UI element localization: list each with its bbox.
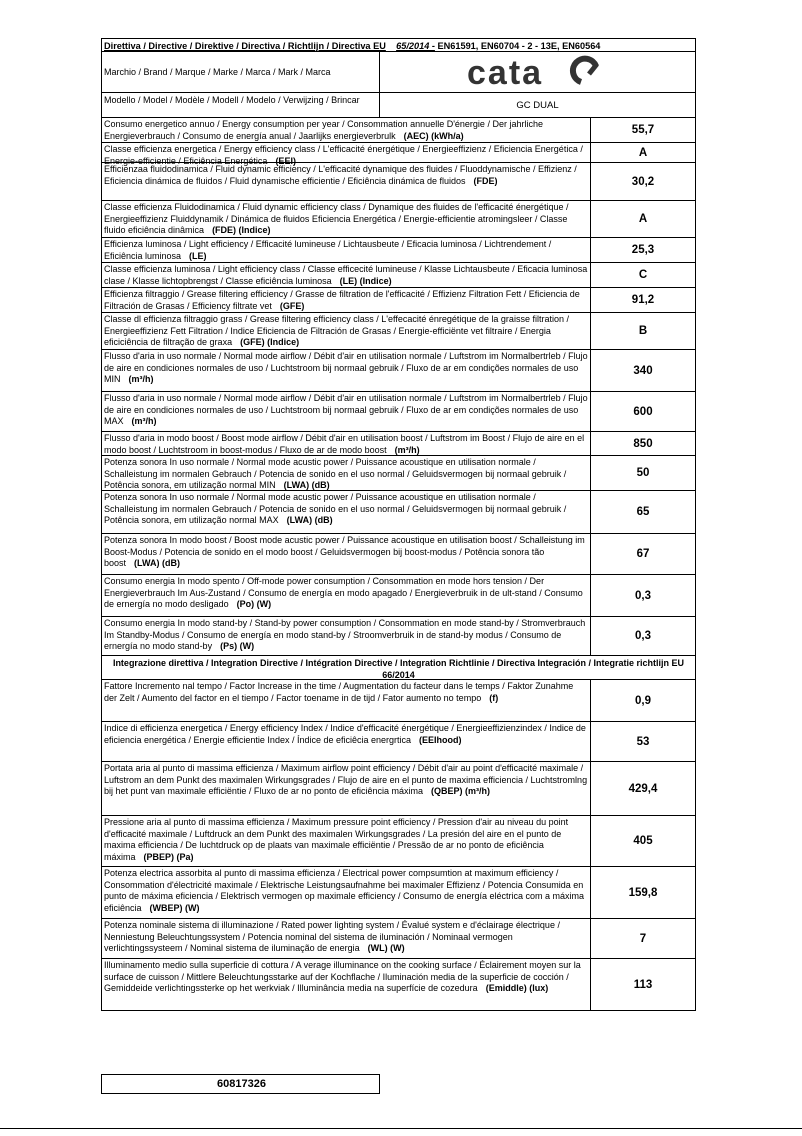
spec-unit: (EEI) bbox=[275, 155, 296, 166]
spec-label-text: Potenza nominale sistema di illuminazione / Rated power lighting system / Évalué system e d'éclairage électrique / Nenniestung Beleuchtungssystem / Potencia nominal del sistema de iluminación / Nominaal vermogen verlichtingssysteem / Nominal sistema de iluminação de energia bbox=[104, 920, 560, 954]
spec-label-text: Classe efficienza Fluidodinamica / Fluid dynamic efficiency class / Dynamique des fluides de l'efficacité énergétique / Energieeffizienz Fluiddynamik / Dinámica de fluidos Eficiencia Energética / Energie-efficientie atromingsleer / Classe fluido eficiência dinâmica bbox=[104, 202, 569, 236]
spec-label bbox=[102, 288, 591, 312]
brand-row bbox=[101, 52, 696, 93]
spec-row bbox=[101, 816, 696, 867]
spec-label bbox=[102, 118, 591, 142]
spec-unit: (Emiddle) (lux) bbox=[485, 983, 549, 994]
spec-value: 30,2 bbox=[631, 175, 655, 188]
brand-label: Marchio / Brand / Marque / Marke / Marca / Mark / Marca bbox=[102, 52, 380, 92]
spec-label bbox=[102, 534, 591, 574]
spec-value: 91,2 bbox=[631, 294, 655, 306]
spec-row bbox=[101, 201, 696, 238]
spec-value: 25,3 bbox=[631, 244, 655, 256]
spec-label-text: Efficienzaa fluidodinamica / Fluid dynamic efficiency / L'efficacité dynamique des fluides / Fluoddynamische / Effizienz / Eficiencia dinámica de fluidos / Fluid dynamische efficientie / Eficiência dinámica de fluidos bbox=[104, 164, 577, 186]
spec-unit: (f) bbox=[489, 692, 499, 703]
spec-label bbox=[102, 722, 591, 761]
spec-label-text: Consumo energia In modo stand-by / Stand-by power consumption / Consommation en mode stand-by / Stromverbrauch Im Standby-Modus / Consumo de energía en modo stand-by / Stroomverbruik in de stand-by modus / Consumo de ernergía no modo stand-by bbox=[104, 618, 586, 652]
spec-rows bbox=[101, 118, 696, 656]
spec-row bbox=[101, 350, 696, 392]
section-title: Integrazione direttiva / Integration Directive / Intégration Directive / Integration Richtlinie / Directiva Integración / Integratie richtlijn EU 66/2014 bbox=[112, 658, 685, 680]
spec-label bbox=[102, 201, 591, 237]
spec-unit: (m³/h) bbox=[128, 374, 154, 385]
spec-value: 7 bbox=[639, 932, 647, 945]
spec-label-text: Portata aria al punto di massima efficienza / Maximum airflow point efficiency / Débit d'air au point d'efficacité maximale / Luftstrom an dem Punkt des maximalen Wirkungsgrades / Flujo de aire en el punto de maxima efficiencia / Luchtstromlng bij het punt van maximale efficiëntie / Fluxo de ar no ponto de eficiência máxima bbox=[104, 763, 588, 797]
spec-row bbox=[101, 432, 696, 456]
spec-row bbox=[101, 143, 696, 166]
spec-label-text: Potenza electrica assorbita al punto di massima efficienza / Electrical power compsumtion at maximum efficiency / Consommation d'électricité maximale / Elektrische Leistungsaufnahme bei maximaler Effizienz / Potencia Consumida en punto de máxima eficiencia / Elektrisch vermogen op maximale efficiency / Consumo de energía eléctrica com a máxima eficiência bbox=[104, 868, 585, 913]
spec-label-text: Consumo energetico annuo / Energy consumption per year / Consommation annuelle D'énergie / Der jahrliche Energieverbrauch / Consumo de energía anual / Jaarlijks energieverbrulk bbox=[104, 119, 543, 141]
spec-value: 67 bbox=[636, 548, 650, 560]
spec-label bbox=[102, 350, 591, 391]
spec-label bbox=[102, 456, 591, 490]
spec-label bbox=[102, 816, 591, 866]
spec-label-text: Fattore Incremento nal tempo / Factor Increase in the time / Augmentation du facteur dans le temps / Faktor Zunahme der Zelt / Aumento del factor en el tiempo / Factor toename in de tijd / Fator aumento no tempo bbox=[104, 681, 574, 703]
spec-label-text: Flusso d'aria in uso normale / Normal mode airflow / Débit d'air en utilisation normale / Luftstrom im Normalbertrleb / Flujo de aire en condiciones normales de uso / Luchtstroom bij normaal gebruik / Fluxo de ar em condições normales de uso MAX bbox=[104, 393, 588, 427]
product-code: 60817326 bbox=[101, 1074, 380, 1094]
brand-logo-text: cata bbox=[466, 54, 543, 90]
model-row bbox=[101, 93, 696, 118]
spec-label bbox=[102, 143, 591, 166]
spec-value: 50 bbox=[636, 467, 650, 479]
spec-label bbox=[102, 163, 591, 200]
spec-label bbox=[102, 491, 591, 533]
directive-year: 65/2014 - bbox=[396, 41, 435, 51]
spec-row bbox=[101, 456, 696, 491]
spec-unit: (WL) (W) bbox=[367, 943, 405, 954]
spec-value: 65 bbox=[636, 506, 650, 518]
spec-value: 340 bbox=[633, 364, 653, 377]
spec-row bbox=[101, 491, 696, 534]
spec-label bbox=[102, 919, 591, 958]
spec-row bbox=[101, 288, 696, 313]
spec-row bbox=[101, 762, 696, 816]
spec-value: 53 bbox=[636, 735, 650, 748]
spec-label-text: Flusso d'aria in uso normale / Normal mode airflow / Débit d'air en utilisation normale / Luftstrom im Normalbertrleb / Flujo de aire en condiciones normales de uso / Luchtstroom bij normaal gebruik / Fluxo de ar em condições normales de uso MIN bbox=[104, 351, 588, 385]
spec-label bbox=[102, 762, 591, 815]
spec-unit: (LE) (Indice) bbox=[339, 275, 392, 286]
spec-unit: (GFE) bbox=[279, 300, 305, 311]
spec-unit: (WBEP) (W) bbox=[149, 902, 200, 913]
spec-row bbox=[101, 722, 696, 762]
directive-label: Direttiva / Directive / Direktive / Directiva / Richtlijn / Directiva EU bbox=[104, 41, 386, 51]
spec-value: 159,8 bbox=[628, 886, 658, 899]
spec-unit: (Ps) (W) bbox=[220, 641, 255, 652]
standards-list: EN61591, EN60704 - 2 - 13E, EN60564 bbox=[437, 41, 601, 51]
spec-label bbox=[102, 617, 591, 655]
spec-value: A bbox=[638, 213, 648, 225]
spec-label-text: Consumo energia In modo spento / Off-mode power consumption / Consommation en mode hors tension / Der Energieverbrauch Im Aus-Zustand / Consumo de energía en modo apagado / Energieverbruik in de ult-stand / Consumo de ernergía no modo desligado bbox=[104, 576, 583, 610]
spec-value: B bbox=[638, 325, 648, 337]
spec-unit: (LWA) (dB) bbox=[283, 480, 330, 491]
model-label: Modello / Model / Modèle / Modell / Modelo / Verwijzing / Brincar bbox=[102, 93, 380, 117]
spec-row bbox=[101, 680, 696, 722]
spec-row bbox=[101, 959, 696, 1011]
model-value: GC DUAL bbox=[516, 99, 559, 111]
spec-row bbox=[101, 263, 696, 288]
spec-value: 113 bbox=[633, 978, 653, 991]
spec-unit: (PBEP) (Pa) bbox=[143, 851, 194, 862]
spec-value: 429,4 bbox=[628, 782, 658, 795]
spec-value: 850 bbox=[633, 437, 653, 450]
spec-row bbox=[101, 392, 696, 432]
page-bottom-rule bbox=[0, 1128, 802, 1129]
spec-label bbox=[102, 575, 591, 616]
spec-value: 0,3 bbox=[635, 630, 651, 642]
integration-rows bbox=[101, 680, 696, 1011]
section-title-row bbox=[101, 656, 696, 680]
spec-value: 0,3 bbox=[635, 589, 651, 602]
spec-row bbox=[101, 575, 696, 617]
spec-unit: (FDE) bbox=[473, 175, 498, 186]
spec-row bbox=[101, 919, 696, 959]
spec-unit: (QBEP) (m³/h) bbox=[431, 786, 491, 797]
spec-label bbox=[102, 313, 591, 349]
spec-unit: (EEIhood) bbox=[419, 734, 462, 745]
spec-label-text: Flusso d'aria in modo boost / Boost mode airflow / Débit d'air en utilisation boost / Luftstrom im Boost / Flujo de aire en el modo boost / Luchtstroom in boost-modus / Fluxo de ar de modo boost bbox=[104, 433, 585, 455]
spec-label-text: Classe efficienza luminosa / Light efficiency class / Classe efficecité lumineuse / Klasse Lichtausbeute / Eficacia luminosa clase / Klasse lichtopbrengst / Classe eficiência luminosa bbox=[104, 264, 588, 286]
spec-label-text: Potenza sonora In modo boost / Boost mode acustic power / Puissance acoustique en utilisation boost / Schalleistung im Boost-Modus / Potencia de sonido en el modo boost / Geluidsvermogen bij boost-modus / Potência sonora tão boost bbox=[104, 535, 585, 569]
spec-label bbox=[102, 432, 591, 455]
spec-value: 0,9 bbox=[635, 694, 651, 707]
spec-label bbox=[102, 238, 591, 262]
spec-unit: (m³/h) bbox=[394, 444, 420, 455]
spec-label bbox=[102, 959, 591, 1010]
spec-label-text: Potenza sonora In uso normale / Normal mode acustic power / Puissance acoustique en utilisation normale / Schalleistung im normalen Gebrauch / Potencia de sonido en el uso normal / Geluidsvermogen bij normaal gebruik / Potência sonora, em utilização normal MAX bbox=[104, 492, 567, 526]
spec-value: 55,7 bbox=[631, 124, 655, 136]
spec-unit: (Po) (W) bbox=[236, 599, 272, 610]
spec-row bbox=[101, 238, 696, 263]
spec-row bbox=[101, 313, 696, 350]
spec-row bbox=[101, 617, 696, 656]
spec-row bbox=[101, 867, 696, 919]
directive-header-row bbox=[101, 38, 696, 52]
spec-label bbox=[102, 867, 591, 918]
spec-row bbox=[101, 534, 696, 575]
spec-value: 600 bbox=[633, 405, 653, 418]
spec-row bbox=[101, 163, 696, 201]
spec-label-text: Classe dl efficienza filtraggio grass / Grease filtering efficiency class / L'effecacité énregétique de la graisse filtration / Energieeffizienz Fett Filtration / Indice Eficiencia de Filtración de Grasas / Energie-efficiënte vet filtraire / Energia eficiciência de filtração de graxa bbox=[104, 314, 569, 348]
spec-unit: (LWA) (dB) bbox=[134, 558, 181, 569]
spec-label-text: Pressione aria al punto di massima efficienza / Maximum pressure point efficiency / Pression d'air au niveau du point d'efficacité maximale / Luftdruck an dem Punkt des maximalen Wirkungsgrades / La presión del aire en el punto de maxima efficiencia / De luchtdruck op de plaats van maximale efficiëntie / Pressão de ar no ponto de eficiência máxima bbox=[104, 817, 569, 862]
spec-label-text: Illuminamento medio sulla superficie di cottura / A verage illuminance on the cooking surface / Éclairement moyen sur la surface de cuisson / Mittlere Beleuchtungsstarke auf der Kochflache / Iluminación media de la superficie de cocción / Gemiddeide verlichtingssterke op het werkviak / Illuminância media na superfície de cozedura bbox=[104, 960, 581, 994]
spec-unit: (LE) bbox=[189, 250, 207, 261]
spec-value: 405 bbox=[633, 835, 653, 847]
spec-value: A bbox=[638, 146, 648, 159]
spec-value: C bbox=[638, 269, 648, 281]
spec-label-text: Indice di efficienza energetica / Energy efficiency Index / Indice d'efficacité énergétique / Energieeffizienzindex / Indice de eficiencia energética / Energie efficientie Index / Índice de eficiêcia energrtica bbox=[104, 723, 586, 745]
spec-unit: (GFE) (Indice) bbox=[240, 337, 300, 348]
spec-unit: (LWA) (dB) bbox=[286, 515, 333, 526]
spec-label-text: Potenza sonora In uso normale / Normal mode acustic power / Puissance acoustique en utilisation normale / Schalleistung im normalen Gebrauch / Potencia de sonido en el uso normal / Geluidsvermogen bij normaal gebruik / Potência sonora, em utilização normal MIN bbox=[104, 457, 567, 491]
spec-label bbox=[102, 263, 591, 287]
energy-label-table bbox=[101, 38, 696, 1011]
spec-row bbox=[101, 118, 696, 143]
spec-label-text: Classe efficienza energetica / Energy efficiency class / L'efficacité énergétique / Energieeffizienz / Eficiencia Energética / Energie-efficientie / Eficiência Energética bbox=[104, 144, 583, 166]
spec-label-text: Efficienza filtraggio / Grease filtering efficiency / Grasse de filtration de l'efficacité / Effizienz Filtration Fett / Eficiencia de Filtración de Grasas / Efficiency filtrate vet bbox=[104, 289, 580, 311]
spec-unit: (AEC) (kWh/a) bbox=[403, 130, 464, 141]
brand-logo bbox=[380, 52, 695, 92]
spec-label bbox=[102, 392, 591, 431]
spec-label-text: Efficienza luminosa / Light efficiency / Efficacité lumineuse / Lichtausbeute / Eficacia luminosa / Lichtrendement / Eficiência luminosa bbox=[104, 239, 552, 261]
spec-unit: (FDE) (Indice) bbox=[212, 225, 271, 236]
spec-unit: (m³/h) bbox=[131, 416, 157, 427]
spec-label bbox=[102, 680, 591, 721]
